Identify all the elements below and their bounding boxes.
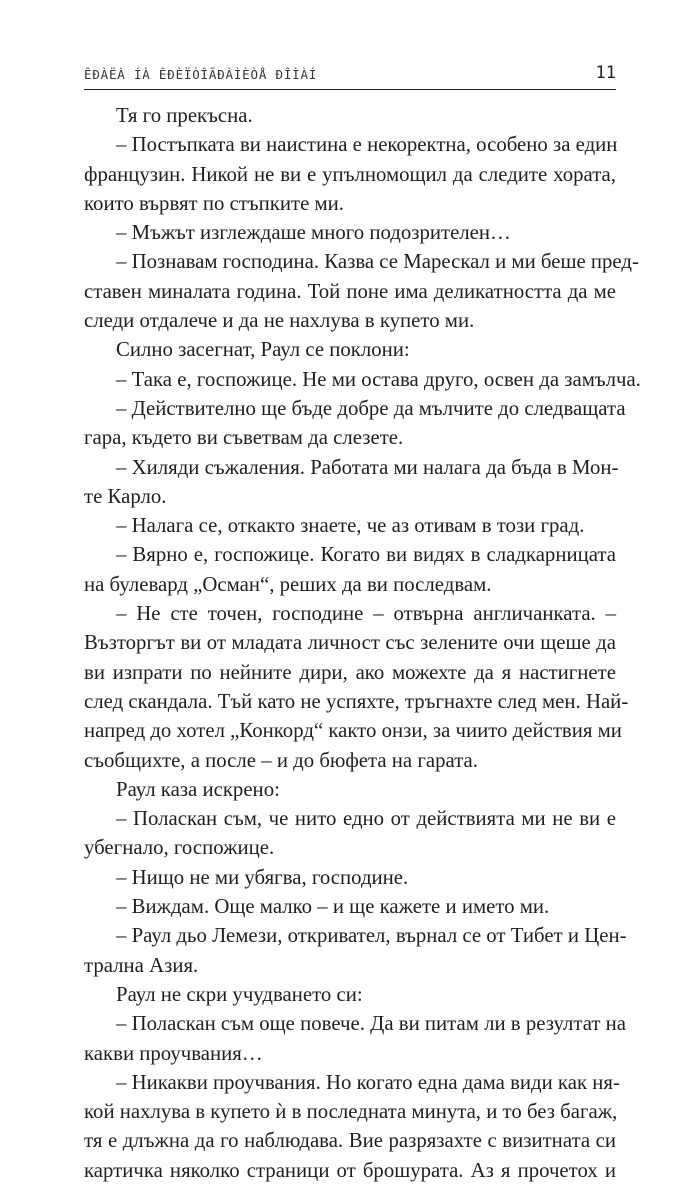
text-line: напред до хотел „Конкорд“ както онзи, за чиито действия ми <box>84 719 622 743</box>
text-line: – Вярно е, госпожице. Когато ви видях в сладкарницата <box>116 543 616 567</box>
text-line: следи отдалече и да не нахлува в купето ми. <box>84 309 475 333</box>
text-line: Раул не скри учудването си: <box>116 982 363 1006</box>
text-line: – Постъпката ви наистина е некоректна, особено за един <box>116 133 618 157</box>
text-line: – Виждам. Още малко – и ще кажете и името ми. <box>116 895 550 919</box>
text-line: – Поласкан съм, че нито едно от действията ми не ви е <box>116 807 616 831</box>
text-line: Възторгът ви от младата личност със зелените очи щеше да <box>84 631 616 655</box>
text-line: – Така е, госпожице. Не ми остава друго, освен да замълча. <box>116 367 641 391</box>
text-line: които вървят по стъпките ми. <box>84 191 345 215</box>
text-line: съобщихте, а после – и до бюфета на гарата. <box>84 748 478 772</box>
text-line: – Хиляди съжаления. Работата ми налага да бъда в Мон- <box>116 455 619 479</box>
text-line: на булевард „Осман“, реших да ви последвам. <box>84 572 492 596</box>
text-line: – Нищо не ми убягва, господине. <box>116 865 409 889</box>
text-line: Тя го прекъсна. <box>116 104 253 127</box>
text-line: гара, където ви съветвам да слезете. <box>84 426 404 450</box>
text-line: какви проучвания… <box>84 1041 263 1065</box>
text-line: французин. Никой не ви е упълномощил да следите хората, <box>84 162 616 186</box>
text-line: – Мъжът изглеждаше много подозрителен… <box>116 221 511 245</box>
text-line: след скандала. Тъй като не успяхте, тръгнахте след мен. Най- <box>84 689 629 713</box>
text-line: Силно засегнат, Раул се поклони: <box>116 338 410 362</box>
text-line: – Налага се, откакто знаете, че аз отивам в този град. <box>116 514 585 538</box>
running-header <box>84 63 616 90</box>
text-line: – Не сте точен, господине – отвърна англичанката. – <box>116 602 616 626</box>
text-line: Раул каза искрено: <box>116 777 280 801</box>
text-line: ви изпрати по нейните дири, ако можехте да я настигнете <box>84 660 616 684</box>
text-line: тя е длъжна да го наблюдава. Вие разрязахте с визитната си <box>84 1129 616 1153</box>
text-line: – Раул дьо Лемези, откривател, върнал се от Тибет и Цен- <box>116 924 627 948</box>
text-line: картичка няколко страници от брошурата. Аз я прочетох и <box>84 1158 616 1182</box>
text-line: – Поласкан съм още повече. Да ви питам ли в резултат на <box>116 1012 627 1036</box>
running-title: ÊÐÀËÀ ÍÀ ÊÐÈÏÒÎÃÐÀÌÈÒÅ ÐÎÌÀÍ <box>84 67 318 82</box>
text-line: трална Азия. <box>84 953 199 977</box>
text-line: – Никакви проучвания. Но когато една дама види как ня- <box>116 1070 620 1094</box>
text-line: убегнало, госпожице. <box>84 836 275 860</box>
body-text <box>84 101 641 1185</box>
text-line: кой нахлува в купето ѝ в последната минута, и то без багаж, <box>84 1100 618 1124</box>
text-line: те Карло. <box>84 484 167 508</box>
text-line: – Познавам господина. Казва се Марескал и ми беше пред- <box>116 250 639 274</box>
text-line: – Действително ще бъде добре да мълчите до следващата <box>116 396 626 420</box>
page-number: 11 <box>595 63 616 83</box>
text-line: ставен миналата година. Той поне има деликатността да ме <box>84 279 616 303</box>
